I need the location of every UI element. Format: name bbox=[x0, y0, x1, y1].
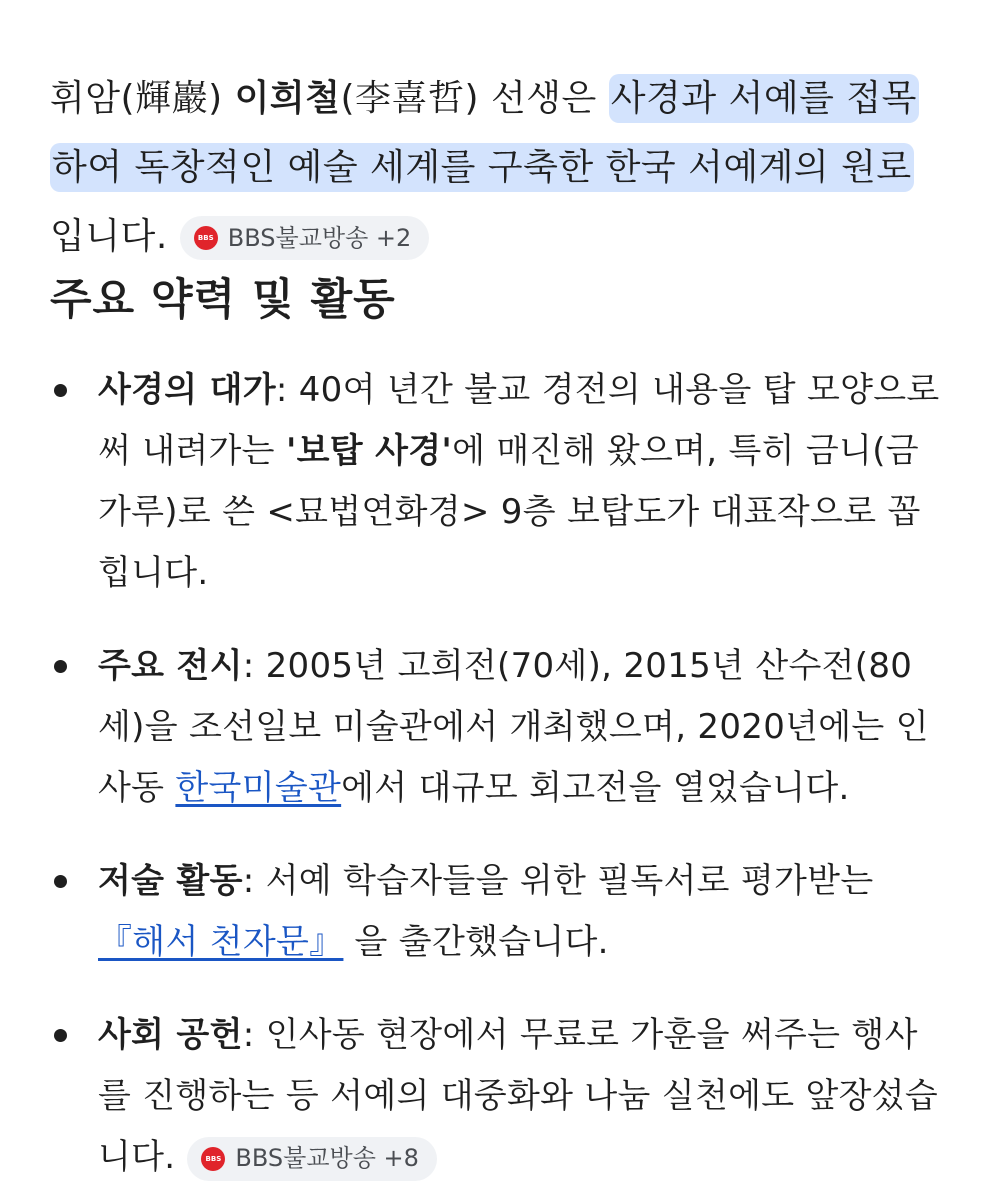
item-title: 저술 활동 bbox=[98, 861, 243, 901]
item-text: 2005년 고희전(70세), 2015년 산수전(80세)을 조선일보 미술관에서 개최했으며, 2020년에는 인사동 bbox=[98, 646, 929, 808]
item-text: 을 출간했습니다. bbox=[343, 922, 609, 962]
item-separator: : bbox=[242, 1015, 266, 1055]
activity-list bbox=[0, 360, 1000, 1188]
item-bold-term: '보탑 사경' bbox=[285, 431, 453, 471]
item-separator: : bbox=[242, 646, 266, 686]
item-text: 에서 대규모 회고전을 열었습니다. bbox=[341, 768, 850, 808]
intro-paragraph bbox=[50, 64, 950, 271]
intro-hanja-name: 李喜哲 bbox=[355, 78, 465, 119]
item-text: 40여 년간 불교 경전의 내용을 탑 모양으로 써 내려가는 bbox=[98, 370, 940, 471]
bullet-icon bbox=[54, 875, 67, 888]
source-chip-bbs[interactable] bbox=[187, 1137, 437, 1181]
link-korea-art-museum[interactable]: 한국미술관 bbox=[175, 768, 342, 808]
item-title: 사경의 대가 bbox=[98, 370, 276, 410]
bullet-icon bbox=[54, 1029, 67, 1042]
item-title: 주요 전시 bbox=[98, 646, 243, 686]
list-item-social-contribution bbox=[0, 1005, 1000, 1188]
intro-hanja-pen-name: 輝巖 bbox=[135, 78, 209, 119]
item-text: 서예 학습자들을 위한 필독서로 평가받는 bbox=[265, 861, 874, 901]
highlighted-summary: 사경과 서예를 접목하여 독창적인 예술 세계를 구축한 한국 서예계의 원로 bbox=[50, 74, 919, 192]
list-item-exhibitions bbox=[0, 636, 1000, 819]
section-heading: 주요 약력 및 활동 bbox=[50, 275, 396, 325]
intro-text: ) bbox=[208, 78, 235, 119]
item-text: 에 매진해 왔으며, 특히 금니(금가루)로 쓴 <묘법연화경> 9층 보탑도가 대표작으로 꼽힙니다. bbox=[98, 431, 921, 593]
intro-text: ) 선생은 bbox=[464, 78, 609, 119]
bbs-logo-icon: BBS bbox=[201, 1147, 225, 1171]
list-item-writing bbox=[0, 851, 1000, 973]
intro-text: 휘암( bbox=[50, 78, 136, 119]
bbs-logo-icon: BBS bbox=[194, 226, 218, 250]
item-separator: : bbox=[275, 370, 299, 410]
item-separator: : bbox=[242, 861, 266, 901]
person-name: 이희철 bbox=[234, 78, 341, 119]
intro-text: ( bbox=[340, 78, 355, 119]
item-title: 사회 공헌 bbox=[98, 1015, 243, 1055]
source-chip-label: BBS불교방송 +8 bbox=[235, 1144, 419, 1172]
link-haeseo-cheonjamun[interactable]: 『해서 천자문』 bbox=[98, 922, 344, 962]
bullet-icon bbox=[54, 660, 67, 673]
intro-ending: 입니다. bbox=[50, 216, 168, 257]
source-chip-label: BBS불교방송 +2 bbox=[227, 223, 412, 252]
list-item-sagyeong bbox=[0, 360, 1000, 604]
item-text: 인사동 현장에서 무료로 가훈을 써주는 행사를 진행하는 등 서예의 대중화와 나눔 실천에도 앞장섰습니다. bbox=[98, 1015, 939, 1177]
source-chip-bbs[interactable] bbox=[180, 216, 430, 260]
bullet-icon bbox=[54, 384, 67, 397]
